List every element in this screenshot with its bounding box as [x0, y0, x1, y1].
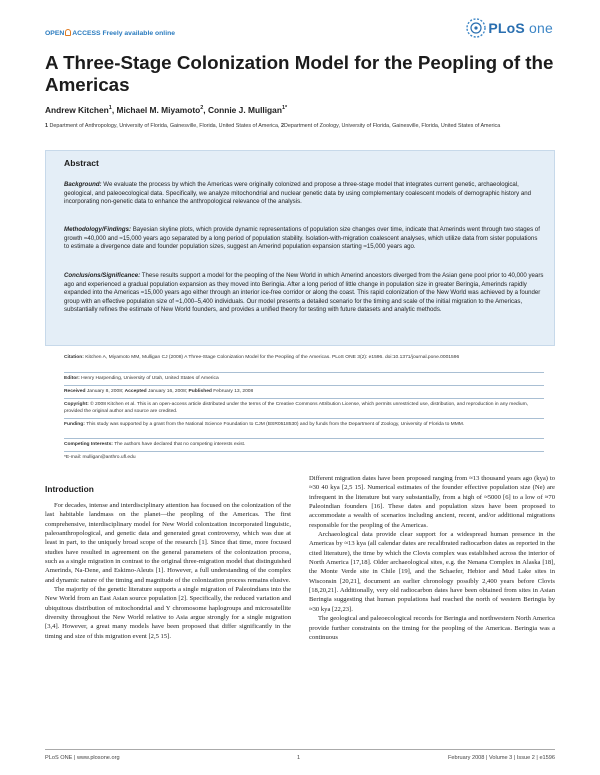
methods-text: Bayesian skyline plots, which provide dynamic representations of population size changes over time, indicate that Amerinds went through two stages of growth ≈40,000 and ≈15,000 years ago separated by a long period of population stability. Isolation-with-migration coalescent analyses, which utilize data from sister populations to estimate a divergence date and founder population sizes, suggest an Amerind population expansion starting ≈15,000 years ago.: [64, 226, 540, 251]
competing-label: Competing Interests:: [64, 442, 113, 447]
abstract-methods: [64, 226, 544, 252]
article-title: A Three-Stage Colonization Model for the Peopling of the Americas: [45, 52, 554, 95]
abstract-heading: Abstract: [64, 158, 99, 168]
citation: [64, 354, 544, 361]
methods-label: Methodology/Findings:: [64, 226, 132, 233]
footer-url[interactable]: www.plosone.org: [76, 755, 120, 761]
received-date: January 8, 2008;: [86, 389, 124, 394]
dates: [64, 388, 544, 395]
editor-label: Editor:: [64, 376, 80, 381]
meta-divider: [64, 372, 544, 373]
meta-divider: [64, 451, 544, 452]
meta-divider: [64, 398, 544, 399]
meta-divider: [64, 418, 544, 419]
meta-divider: [64, 438, 544, 439]
open-access-lock-icon: [65, 29, 71, 36]
affil-2-number: 2: [281, 123, 285, 129]
left-column: [45, 501, 291, 641]
footer-journal-name: PLoS ONE: [45, 755, 73, 761]
background-text: We evaluate the process by which the Americas were originally colonized and propose a three-stage model that integrates current genetic, archaeological, geological, and paleoecological data. Specifically, we analyze mitochondrial and nuclear genetic data by using complementary coalescent models of demographic history and incorporating non-genetic data to enhance the anthropological relevance of the analysis.: [64, 181, 532, 206]
citation-label: Citation:: [64, 355, 84, 360]
affil-1-text: Department of Anthropology, University of Florida, Gainesville, Florida, United States of America,: [49, 123, 280, 129]
abstract-background: [64, 181, 544, 207]
author-3-affil: 1*: [281, 105, 288, 112]
access-label: ACCESS: [72, 30, 101, 37]
author-3: Connie J. Mulligan: [207, 105, 282, 115]
abstract-conclusions: [64, 272, 544, 315]
open-label: OPEN: [45, 30, 65, 37]
published-label: Published: [188, 389, 212, 394]
body-paragraph: The geological and paleoecological records for Beringia and northwestern North America provide further constraints on the timing for the peopling of the Americas. Beringia was a continuous: [309, 615, 555, 641]
intro-paragraph: For decades, intense and interdisciplinary attention has focused on the colonization of the last habitable landmass on the planet—the peopling of the Americas. The first comprehensive, interdisciplinary model for New World colonization incorporated linguistic, paleoanthropological, and genetic data and generated great controversy, which was due at least in part, to the uniquely broad scope of the research [1]. Since that time, more focused studies have resulted in agreement on the general parameters of the colonization process, such as a single migration in contrast to the original three-migration model that distinguished Amerinds, Na-Dene, and Eskimo-Aleuts [1]. However, a full understanding of the complex and dynamic nature of the timing and magnitude of the colonization process remains elusive.: [45, 502, 291, 584]
right-column: [309, 474, 555, 642]
footer-issue: February 2008 | Volume 3 | Issue 2 | e1596: [448, 755, 555, 761]
brand-one: one: [529, 20, 553, 36]
copyright: [64, 401, 544, 415]
background-label: Background:: [64, 181, 102, 188]
author-2-affil: 2: [200, 105, 204, 112]
journal-header: [45, 20, 555, 43]
competing-interests: [64, 441, 544, 448]
body-paragraph: Different migration dates have been proposed ranging from ≈13 thousand years ago (kya) to ≈30 40 kya [2,5 15]. Numerical estimates of the founder effective population size (Ne) are infrequent in the literature but vary substantially, from a high of ≈5000 [6] to a low of ≈70 Paleoindian founders [16]. These dates and population sizes have been proposed to accommodate a wealth of scenarios including ancient, recent, and/or additional migrations responsible for the peopling of the Americas.: [309, 475, 555, 529]
copyright-text: © 2008 Kitchen et al. This is an open-access article distributed under the terms of the Creative Commons Attribution License, which permits unrestricted use, distribution, and reproduction in any medium, provided the original author and source are credited.: [64, 402, 529, 414]
footer-journal: [45, 755, 120, 761]
plos-one-logo: [465, 17, 553, 39]
email: *E-mail: mulligan@anthro.ufl.edu: [64, 455, 136, 460]
accepted-label: Accepted: [124, 389, 147, 394]
competing-text: The authors have declared that no competing interests exist.: [114, 442, 246, 447]
open-access-badge: [45, 29, 175, 37]
author-list: Andrew Kitchen$^1$, Michael M. Miyamoto$^2$, Connie J. Mulligan$^{1*}$: [45, 105, 288, 115]
plos-circle-icon: [465, 17, 487, 39]
author-1-affil: 1: [108, 105, 112, 112]
funding: [64, 421, 544, 428]
affil-2-text: Department of Zoology, University of Florida, Gainesville, Florida, United States of America: [284, 123, 501, 129]
editor: [64, 375, 544, 382]
affiliations: [45, 122, 555, 130]
footer-separator: |: [73, 755, 76, 761]
copyright-label: Copyright:: [64, 402, 89, 407]
introduction-heading: Introduction: [45, 484, 94, 494]
conclusions-label: Conclusions/Significance:: [64, 272, 141, 279]
funding-label: Funding:: [64, 422, 85, 427]
citation-text: Kitchen A, Miyamoto MM, Mulligan CJ (2008) A Three-Stage Colonization Model for the Peopling of the Americas. PLoS ONE 3(2): e1596. doi:10.1371/journal.pone.0001596: [85, 355, 460, 360]
meta-divider: [64, 385, 544, 386]
brand-plos: PLoS: [488, 20, 525, 36]
author-2: Michael M. Miyamoto: [116, 105, 201, 115]
body-paragraph: Archaeological data provide clear support for a widespread human presence in the Americas by ≈13 kya (all calendar dates are recalibrated radiocarbon dates as reported in the cited literature), the time by which the Clovis complex was established across the interior of North America [17,18]. Older archaeological sites, e.g. the Nenana Complex in Alaska [18], the Monte Verde site in Chile [19], and the Schaefer, Hebior and Mud Lake sites in Wisconsin [20,21], document an earlier chronology possibly 2,400 years before Clovis [18,20,21]. Additionally, very old radiocarbon dates have been obtained from sites in Asian Beringia suggesting that human populations had reached the north of western Beringia by ≈30 kya [22,23].: [309, 531, 555, 613]
published-date: February 13, 2008: [213, 389, 254, 394]
editor-text: Henry Harpending, University of Utah, United States of America: [81, 376, 219, 381]
page-number: 1: [297, 755, 301, 761]
intro-paragraph: The majority of the genetic literature supports a single migration of Paleoindians into the New World from an East Asian source population [2]. Specifically, the reduced variation and ubiquitous distribution of mitochondrial and Y chromosome haplogroups and microsatellite diversity throughout the New World relative to Asia argue strongly for a single migration [3,4]. However, a great many models have been proposed that differ significantly in the timing and size of this migration event [2,5 15].: [45, 586, 291, 640]
author-1: Andrew Kitchen: [45, 105, 109, 115]
funding-text: This study was supported by a grant from the National Science Foundation to CJM (BSR0518530) and by funds from the Department of Zoology, University of Florida to MMM.: [86, 422, 465, 427]
affil-1-number: 1: [45, 123, 48, 129]
accepted-date: January 16, 2008;: [148, 389, 188, 394]
footer-divider: [45, 749, 555, 750]
conclusions-text: These results support a model for the peopling of the New World in which Amerind ancestors diverged from the Asian gene pool prior to 40,000 years ago and experienced a gradual population expansion as they moved into Beringia. After a long period of little change in population size in greater Beringia, Amerinds rapidly expanded into the Americas ≈15,000 years ago either through an interior ice-free corridor or along the coast. This rapid colonization of the New World was achieved by a founder group with an effective population size of ≈1,000–5,400 individuals. Our model presents a detailed scenario for the timing and scale of the initial migration to the Americas, substantially refines the estimate of New World founders, and provides a unified theory for testing with future datasets and analytic methods.: [64, 272, 544, 314]
received-label: Received: [64, 389, 86, 394]
freely-available-label: Freely available online: [102, 30, 176, 37]
